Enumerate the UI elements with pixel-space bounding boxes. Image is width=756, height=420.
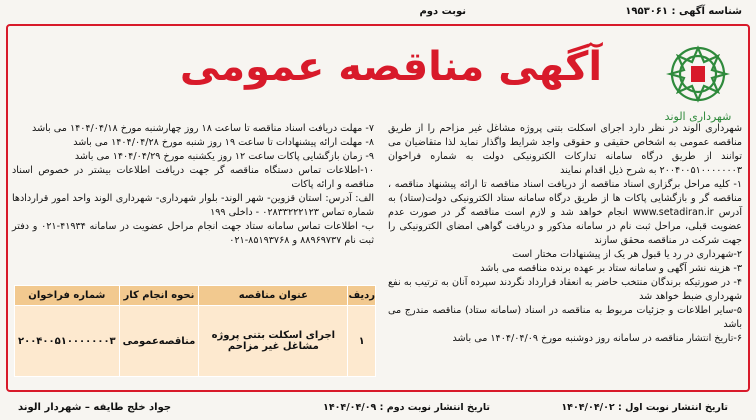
clause-1: ۱- کلیه مراحل برگزاری اسناد مناقصه از دریافت اسناد مناقصه تا ارائه پیشنهاد مناقصه ، مناقصه گر و بازگشایی پاکات ها از طریق درگاه سامانه ستاد الکترونیکی دولت(ستاد) به آدرس www.setadiran.ir انجام خواهد شد و لازم است مناقصه گر در صورت عدم عضویت قبلی، مراحل ثبت نام در سامانه مذکور و دریافت گواهی امضای الکترونیکی را جهت شرکت در مناقصه محقق سازند	[388, 179, 742, 246]
second-publish-date: تاریخ انتشار نوبت دوم : ۱۴۰۴/۰۴/۰۹	[323, 402, 490, 413]
notice-right-column	[388, 122, 742, 346]
cell-row-number: ۱	[348, 306, 376, 377]
notice-title: آگهی مناقصه عمومی	[179, 44, 603, 90]
table-header-row	[15, 286, 376, 306]
footer	[6, 396, 750, 420]
clause-address: الف: آدرس: استان قزوین- شهر الوند- بلوار شهرداری- شهرداری الوند واحد امور قراردادها شماره تماس ۰۲۸۳۳۲۲۲۱۲۳ - داخلی ۱۹۹	[12, 193, 374, 218]
tender-table	[14, 285, 376, 377]
ad-number: شناسه آگهی : ۱۹۵۳۰۶۱	[625, 6, 742, 17]
clause-10: ۱۰-اطلاعات تماس دستگاه مناقصه گر جهت دریافت اطلاعات بیشتر در خصوص اسناد مناقصه و ارائه پاکات	[12, 165, 374, 190]
cell-tender-title: اجرای اسکلت بتنی پروژه مشاغل غیر مزاحم	[199, 306, 348, 377]
clause-2: ۲-شهرداری در رد یا قبول هر یک از پیشنهادات مختار است	[512, 249, 742, 260]
intro-paragraph: شهرداری الوند در نظر دارد اجرای اسکلت بتنی پروژه مشاغل غیر مزاحم را از طریق مناقصه عمومی به اشخاص حقیقی و حقوقی واجد شرایط واگذار نماید لذا متقاضیان می توانند از طریق درگاه سامانه تدارکات الکترونیکی دولت به شماره فراخوان ۲۰۰۴۰۰۵۱۰۰۰۰۰۰۰۳ به شرح ذیل اقدام نمایند	[388, 123, 742, 176]
clause-8: ۸- مهلت ارائه پیشنهادات تا ساعت ۱۹ روز شنبه مورخ ۱۴۰۴/۰۴/۲۸ می باشد	[73, 137, 374, 148]
logo-caption: شهرداری الوند	[664, 110, 732, 123]
notice-left-column	[12, 122, 374, 248]
signer: جواد خلج طایفه – شهردار الوند	[18, 402, 172, 413]
top-bar	[10, 4, 746, 20]
clause-3: ۳- هزینه نشر آگهی و سامانه ستاد بر عهده برنده مناقصه می باشد	[480, 263, 742, 274]
clause-contact: ب- اطلاعات تماس سامانه ستاد جهت انجام مراحل عضویت در سامانه ۴۱۹۳۴-۰۲۱ و دفتر ثبت نام ۸۸۹۶۹۷۳۷ و ۸۵۱۹۳۷۶۸-۰۲۱	[12, 221, 375, 246]
turn-label: نوبت دوم	[419, 6, 466, 17]
clause-6: ۶-تاریخ انتشار مناقصه در سامانه روز دوشنبه مورخ ۱۴۰۴/۰۴/۰۹ می باشد	[452, 333, 742, 344]
clause-9: ۹- زمان بازگشایی پاکات ساعت ۱۲ روز یکشنبه مورخ ۱۴۰۴/۰۴/۲۹ می باشد	[74, 151, 374, 162]
col-method: نحوه انجام کار	[119, 286, 199, 306]
first-publish-date: تاریخ انتشار نوبت اول : ۱۴۰۴/۰۴/۰۲	[561, 402, 728, 413]
cell-call-number: ۲۰۰۴۰۰۵۱۰۰۰۰۰۰۰۳	[15, 306, 120, 377]
watermark: ​	[724, 45, 730, 79]
col-tender-title: عنوان مناقصه	[199, 286, 348, 306]
cell-method: مناقصه‌عمومی	[119, 306, 199, 377]
clause-4: ۴- در صورتیکه برندگان منتخب حاضر به انعقاد قرارداد نگردند سپرده آنان به ترتیب به نفع شهرداری ضبط خواهد شد	[388, 277, 742, 302]
col-call-number: شماره فراخوان	[15, 286, 120, 306]
clause-7: ۷- مهلت دریافت اسناد مناقصه تا ساعت ۱۸ روز چهارشنبه مورخ ۱۴۰۴/۰۴/۱۸ می باشد	[32, 123, 374, 134]
table-row	[15, 306, 376, 377]
col-row-number: ردیف	[348, 286, 376, 306]
clause-5: ۵-سایر اطلاعات و جزئیات مربوط به مناقصه در اسناد (سامانه ستاد) مناقصه مندرج می باشد	[388, 305, 742, 330]
